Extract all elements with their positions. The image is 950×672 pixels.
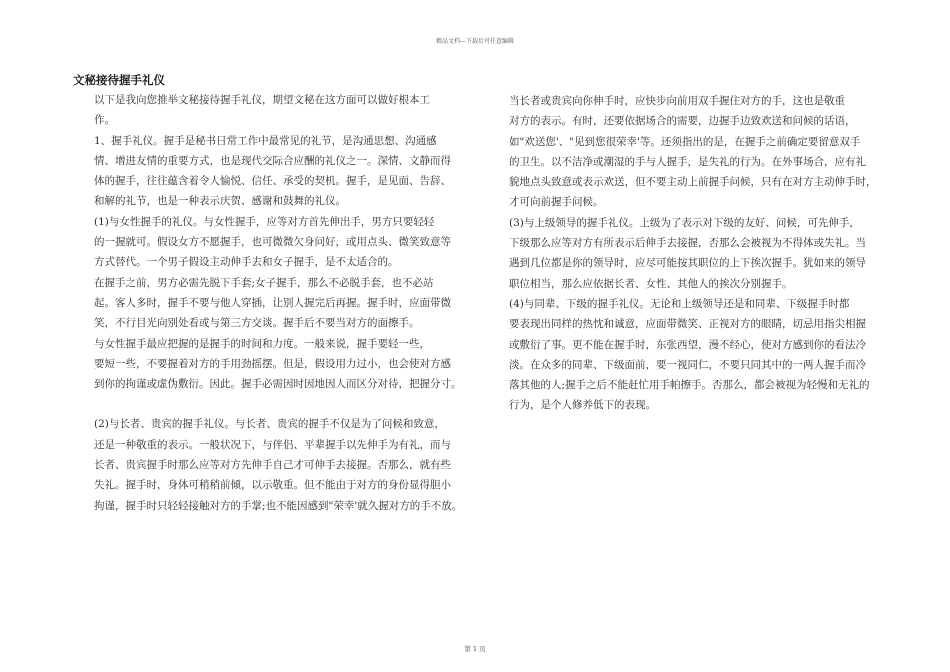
text-line: 长者、贵宾握手时那么应等对方先伸手自己才可伸手去接握。否那么，就有些 xyxy=(94,459,451,472)
text-line: 体的握手，往往蕴含着令人愉悦、信任、承受的契机。握手，是见面、告辞、 xyxy=(94,175,451,188)
text-line: 当长者或贵宾向你伸手时，应快步向前用双手握住对方的手，这也是敬重 xyxy=(509,95,845,107)
text-line: 貌地点头致意或表示欢送，但不要主动上前握手问候，只有在对方主动伸手时， xyxy=(509,176,877,189)
text-line: 淡。在众多的同辈、下级面前，要一视同仁，不要只同其中的一两人握手而冷 xyxy=(509,358,866,371)
text-line: 与女性握手最应把握的是握手的时间和力度。一般来说，握手要轻一些， xyxy=(94,337,430,350)
text-line: 拘谨，握手时只轻轻接触对方的手掌;也不能因感到"荣幸'就久握对方的手不放。 xyxy=(94,499,463,512)
text-line: 如"欢送您'、"见到您很荣幸'等。还须指出的是，在握手之前确定要留意双手 xyxy=(509,135,861,148)
text-line: 还是一种敬重的表示。一般状况下，与伴侣、平辈握手以先伸手为有礼，而与 xyxy=(94,438,451,451)
paragraph-elders-guests xyxy=(73,414,471,515)
paragraph-superiors xyxy=(488,213,888,294)
text-line: 作。 xyxy=(94,114,115,127)
text-line: 起。客人多时，握手不要与他人穿插，让别人握完后再握。握手时，应面带微 xyxy=(94,296,451,309)
page-header: 精品文档---下载后可任意编辑 xyxy=(435,38,515,45)
text-line: 要短一些，不要握着对方的手用劲摇摆。但是，假设用力过小，也会使对方感 xyxy=(94,357,451,370)
paragraph-women-handshake xyxy=(73,212,471,273)
text-line: 落其他的人;握手之后不能赶忙用手帕擦手。否那么，都会被视为轻慢和无礼的 xyxy=(509,379,870,392)
text-line: 对方的表示。有时，还要依据场合的需要，边握手边致欢送和问候的话语， xyxy=(509,115,856,128)
text-line: (2)与长者、贵宾的握手礼仪。与长者、贵宾的握手不仅是为了问候和致意， xyxy=(94,418,445,431)
text-line: (3)与上级领导的握手礼仪。上级为了表示对下级的友好、问候，可先伸手， xyxy=(509,216,860,229)
text-line: 要表现出同样的热忱和诚意，应面带微笑、正视对方的眼睛，切忌用指尖相握 xyxy=(509,318,866,331)
text-line: 以下是我向您推举文秘接待握手礼仪，期望文秘在这方面可以做好根本工 xyxy=(94,94,430,106)
paragraph-time-and-strength xyxy=(73,334,471,395)
text-line: 方式替代。一个男子假设主动伸手去和女子握手，是不太适合的。 xyxy=(94,256,399,269)
text-line: 或敷衍了事。更不能在握手时，东张西望，漫不经心，使对方感到你的看法冷 xyxy=(509,338,866,351)
text-line: (1)与女性握手的礼仪。与女性握手，应等对方首先伸出手，男方只要轻轻 xyxy=(94,215,435,228)
text-line: 的卫生。以不洁净或潮湿的手与人握手，是失礼的行为。在外事场合，应有礼 xyxy=(509,155,866,168)
text-line: 遇到几位都是你的领导时，应尽可能按其职位的上下挨次握手。犹如来的领导 xyxy=(509,257,866,270)
text-line: 在握手之前，男方必需先脱下手套;女子握手，那么不必脱手套，也不必站 xyxy=(94,276,434,289)
text-line: 下级那么应等对方有所表示后伸手去接握，否那么会被视为不得体或失礼。当 xyxy=(509,237,866,250)
intro-paragraph xyxy=(73,90,471,131)
paragraph-handshake-etiquette xyxy=(73,131,471,212)
text-line: (4)与同辈、下级的握手礼仪。无论和上级领导还是和同辈、下级握手时都 xyxy=(509,297,850,310)
left-column xyxy=(73,70,471,516)
text-line: 和解的礼节，也是一种表示庆贺、感谢和鼓舞的礼仪。 xyxy=(94,195,346,208)
text-line: 才可向前握手问候。 xyxy=(509,196,604,209)
text-line: 失礼。握手时，身体可稍稍前倾，以示敬重。但不能由于对方的身份显得胆小 xyxy=(94,479,451,492)
document-title: 文秘接待握手礼仪 xyxy=(73,73,165,87)
text-line: 笑，不行目光向别处看或与第三方交谈。握手后不要当对方的面擦手。 xyxy=(94,317,420,330)
text-line: 的一握就可。假设女方不愿握手，也可微微欠身问好，或用点头、微笑致意等 xyxy=(94,236,451,249)
paragraph-before-handshake xyxy=(73,273,471,334)
text-line: 行为，是个人修养低下的表现。 xyxy=(509,399,656,412)
paragraph-peers-subordinates xyxy=(488,294,888,416)
text-line: 情、增进友情的重要方式，也是现代交际合应酬的礼仪之一。深情、文静而得 xyxy=(94,154,451,167)
text-line: 到你的拘谨或虚伪敷衍。因此。握手必需因时因地因人而区分对待，把握分寸。 xyxy=(94,378,462,391)
paragraph-elders-guests-continued xyxy=(488,91,888,213)
page-number: 第 1 页 xyxy=(464,645,486,653)
text-line: 1、握手礼仪。握手是秘书日常工作中最常见的礼节，是沟通思想、沟通感 xyxy=(94,134,437,147)
right-column xyxy=(488,91,888,416)
text-line: 职位相当，那么应依据长者、女性、其他人的挨次分别握手。 xyxy=(509,277,793,290)
